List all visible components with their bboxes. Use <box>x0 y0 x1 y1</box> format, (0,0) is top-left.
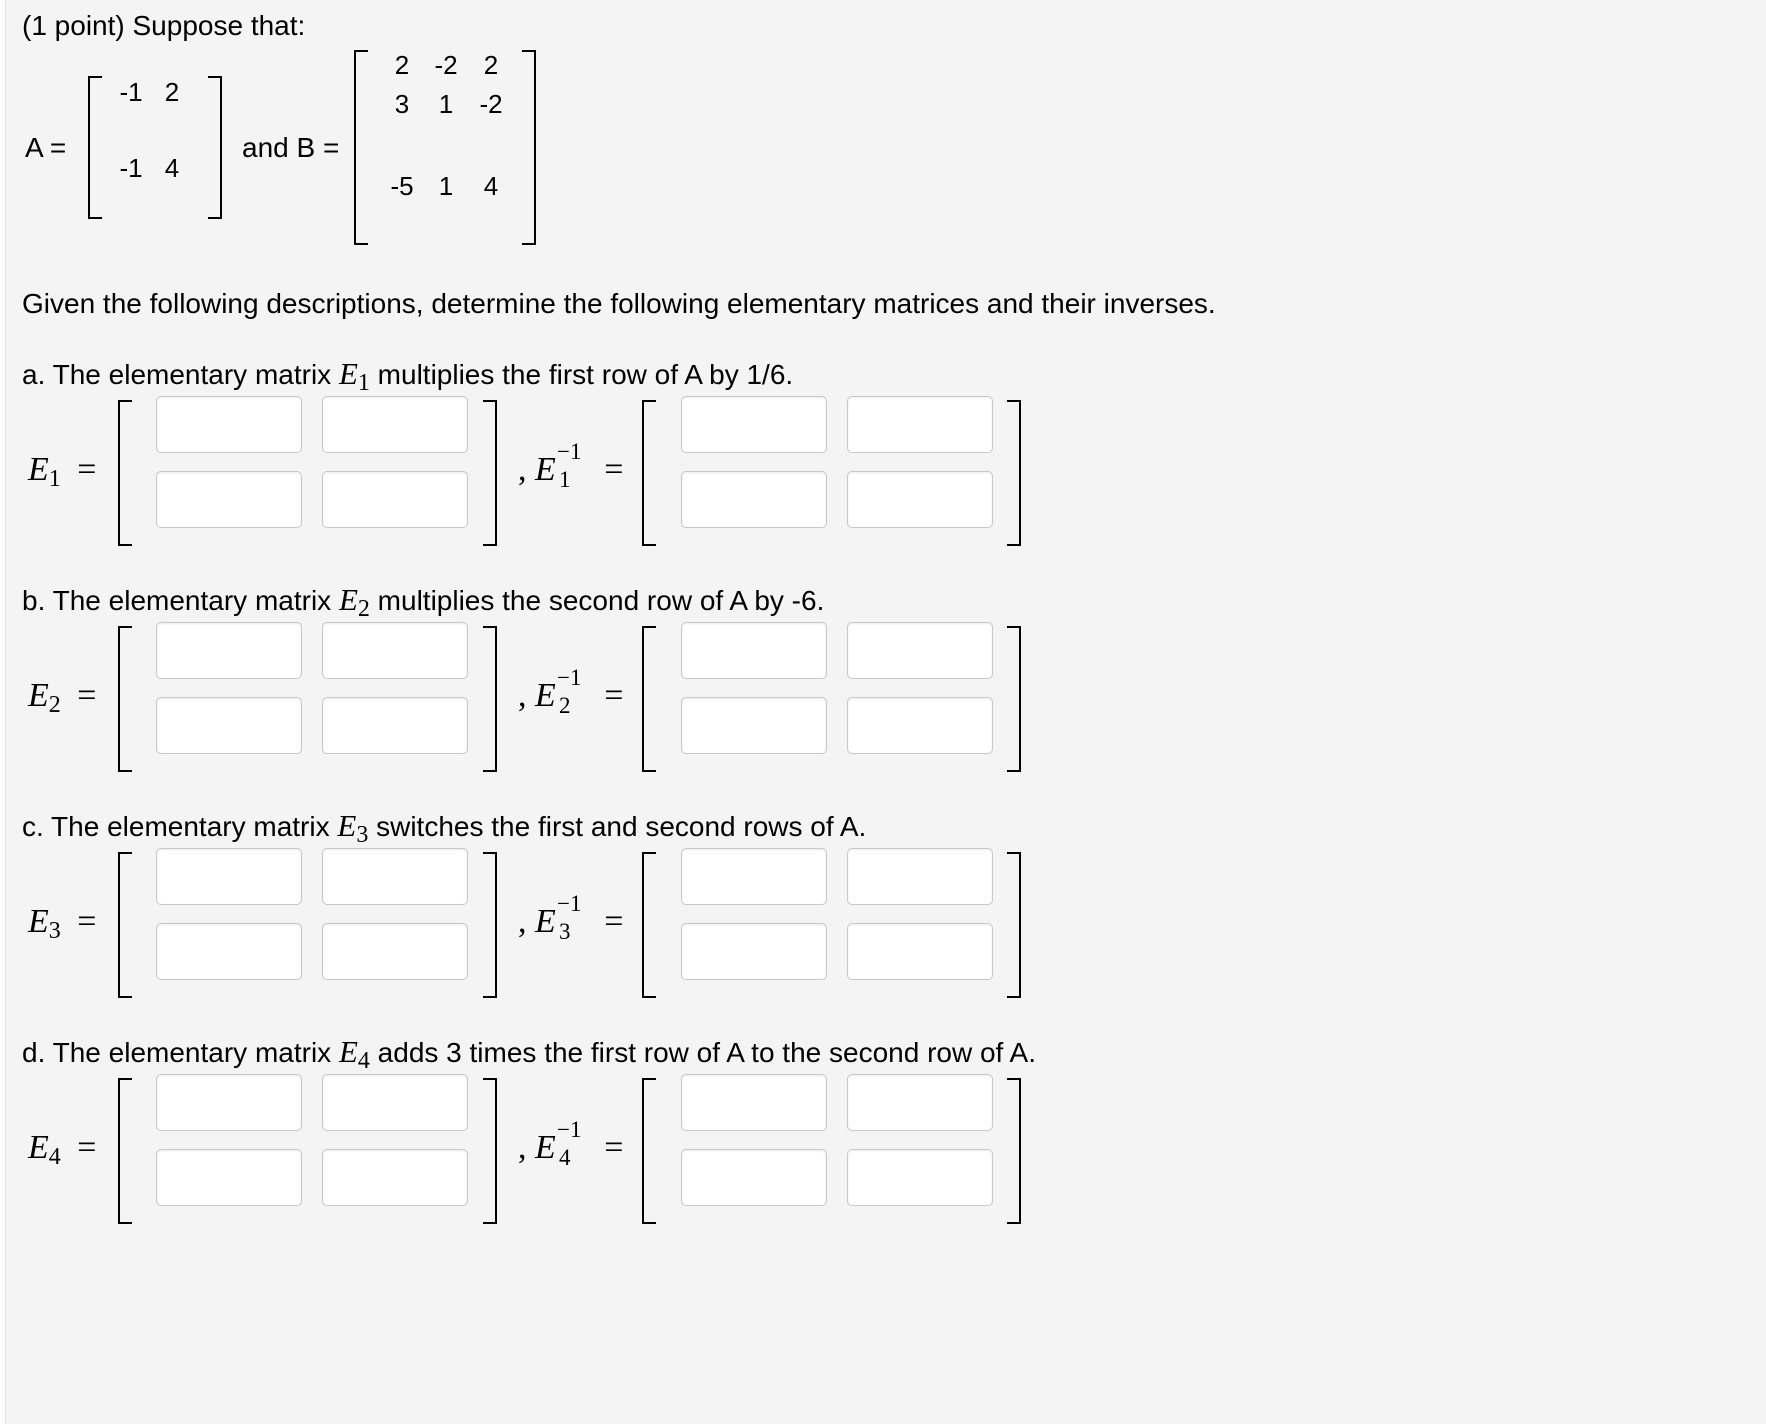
inverse-exponent: −1 <box>557 1117 582 1142</box>
inverse-symbol <box>535 665 582 718</box>
part-matrix-symbol <box>337 808 369 848</box>
matrix-left-bracket <box>118 400 132 546</box>
inverse-left-bracket <box>642 1078 656 1224</box>
symbol-index: 2 <box>48 692 61 718</box>
matrix-b-cell: 4 <box>483 171 499 201</box>
matrix-b-right-bracket <box>522 50 536 245</box>
e-entry-input[interactable] <box>156 396 302 453</box>
e-entry-input[interactable] <box>322 697 468 754</box>
matrix-a-cell: 4 <box>164 153 180 183</box>
part-suffix: multiplies the first row of A by 1/6. <box>377 359 794 390</box>
inverse-exponent: −1 <box>557 665 582 690</box>
e-inverse-entry-input[interactable] <box>681 1074 827 1131</box>
e-entry-input[interactable] <box>156 622 302 679</box>
equals-sign: = <box>77 451 97 488</box>
symbol: E <box>535 451 556 488</box>
e-inverse-entry-input[interactable] <box>681 622 827 679</box>
matrix-b-label: and B = <box>242 132 340 163</box>
matrix-b-cell: -2 <box>479 89 503 119</box>
inverse-symbol <box>535 1117 582 1170</box>
inverse-symbol <box>535 439 582 492</box>
matrix-a-left-bracket <box>88 76 102 219</box>
matrix-right-bracket <box>483 1078 497 1224</box>
equals-sign: = <box>77 677 97 714</box>
equals-sign: = <box>604 451 624 488</box>
e-entry-input[interactable] <box>156 1149 302 1206</box>
symbol: E <box>535 1129 556 1166</box>
matrix-right-bracket <box>483 400 497 546</box>
e-inverse-entry-input[interactable] <box>681 697 827 754</box>
symbol: E <box>28 451 49 488</box>
e-label <box>28 903 96 945</box>
e-entry-input[interactable] <box>156 471 302 528</box>
part-prefix: b. The elementary matrix <box>22 585 332 616</box>
symbol-index: 2 <box>559 693 571 718</box>
e-inverse-entry-input[interactable] <box>681 923 827 980</box>
part-suffix: adds 3 times the first row of A to the second row of A. <box>377 1037 1037 1068</box>
matrix-b-cell: -5 <box>390 171 414 201</box>
part-prefix: d. The elementary matrix <box>22 1037 332 1068</box>
part-matrix-symbol <box>338 356 370 396</box>
matrix-left-bracket <box>118 626 132 772</box>
matrix-a-cell: -1 <box>119 153 143 183</box>
matrix-a-cell: -1 <box>119 77 143 107</box>
symbol: E <box>338 356 358 391</box>
e-inverse-entry-input[interactable] <box>847 697 993 754</box>
matrix-right-bracket <box>483 852 497 998</box>
inverse-left-bracket <box>642 852 656 998</box>
comma: , <box>518 677 535 714</box>
inverse-symbol <box>535 891 582 944</box>
inverse-exponent: −1 <box>557 891 582 916</box>
equals-sign: = <box>604 1129 624 1166</box>
matrix-b-cell: 2 <box>394 50 410 80</box>
symbol-index: 1 <box>559 467 571 492</box>
e-inverse-entry-input[interactable] <box>847 622 993 679</box>
e-inverse-label <box>518 439 624 492</box>
symbol: E <box>28 677 49 714</box>
symbol-index: 2 <box>357 596 370 622</box>
e-inverse-entry-input[interactable] <box>847 471 993 528</box>
matrix-a-right-bracket <box>208 76 222 219</box>
e-inverse-label <box>518 891 624 944</box>
matrix-b-cell: 3 <box>394 89 410 119</box>
e-entry-input[interactable] <box>322 471 468 528</box>
symbol-index: 1 <box>48 466 61 492</box>
equals-sign: = <box>77 1129 97 1166</box>
e-inverse-entry-input[interactable] <box>681 471 827 528</box>
matrix-b-cell: -2 <box>434 50 458 80</box>
e-entry-input[interactable] <box>322 396 468 453</box>
symbol-index: 1 <box>357 370 370 396</box>
matrix-left-bracket <box>118 1078 132 1224</box>
equals-sign: = <box>604 677 624 714</box>
symbol: E <box>337 808 357 843</box>
problem-panel <box>5 0 1766 1424</box>
problem-header: (1 point) Suppose that: <box>22 10 306 41</box>
inverse-right-bracket <box>1007 626 1021 772</box>
inverse-right-bracket <box>1007 852 1021 998</box>
e-inverse-entry-input[interactable] <box>847 1074 993 1131</box>
matrix-right-bracket <box>483 626 497 772</box>
comma: , <box>518 903 535 940</box>
part-suffix: multiplies the second row of A by -6. <box>377 585 825 616</box>
e-entry-input[interactable] <box>322 622 468 679</box>
part-matrix-symbol <box>338 1034 370 1074</box>
instruction-text: Given the following descriptions, determine the following elementary matrices and their inverses. <box>22 288 1216 319</box>
e-entry-input[interactable] <box>322 1149 468 1206</box>
e-inverse-entry-input[interactable] <box>681 1149 827 1206</box>
part-prefix: c. The elementary matrix <box>22 811 330 842</box>
symbol-index: 3 <box>356 822 369 848</box>
inverse-left-bracket <box>642 400 656 546</box>
equals-sign: = <box>77 903 97 940</box>
symbol-index: 3 <box>48 918 61 944</box>
inverse-left-bracket <box>642 626 656 772</box>
symbol: E <box>338 582 358 617</box>
e-entry-input[interactable] <box>322 1074 468 1131</box>
e-inverse-entry-input[interactable] <box>847 396 993 453</box>
e-entry-input[interactable] <box>322 848 468 905</box>
symbol-index: 3 <box>559 919 571 944</box>
symbol-index: 4 <box>559 1145 571 1170</box>
matrix-left-bracket <box>118 852 132 998</box>
e-entry-input[interactable] <box>156 848 302 905</box>
e-label <box>28 451 96 493</box>
symbol-index: 4 <box>357 1048 370 1074</box>
symbol-index: 4 <box>48 1144 61 1170</box>
e-inverse-label <box>518 665 624 718</box>
e-inverse-label <box>518 1117 624 1170</box>
part-description <box>22 358 793 399</box>
symbol: E <box>535 903 556 940</box>
part-description <box>22 810 866 851</box>
matrix-b-cell: 2 <box>483 50 499 80</box>
e-inverse-entry-input[interactable] <box>847 923 993 980</box>
e-entry-input[interactable] <box>322 923 468 980</box>
e-inverse-entry-input[interactable] <box>681 848 827 905</box>
e-label <box>28 677 96 719</box>
part-description <box>22 584 824 625</box>
inverse-exponent: −1 <box>557 439 582 464</box>
matrix-b-cell: 1 <box>438 171 454 201</box>
part-prefix: a. The elementary matrix <box>22 359 332 390</box>
matrix-a-label: A = <box>25 132 67 163</box>
matrix-b-left-bracket <box>354 50 368 245</box>
matrix-b-cell: 1 <box>438 89 454 119</box>
e-inverse-entry-input[interactable] <box>847 848 993 905</box>
matrix-a-cell: 2 <box>164 77 180 107</box>
symbol: E <box>535 677 556 714</box>
part-suffix: switches the first and second rows of A. <box>376 811 867 842</box>
comma: , <box>518 451 535 488</box>
comma: , <box>518 1129 535 1166</box>
e-entry-input[interactable] <box>156 1074 302 1131</box>
e-entry-input[interactable] <box>156 697 302 754</box>
e-entry-input[interactable] <box>156 923 302 980</box>
symbol: E <box>338 1034 358 1069</box>
part-description <box>22 1036 1036 1077</box>
symbol: E <box>28 1129 49 1166</box>
e-label <box>28 1129 96 1171</box>
symbol: E <box>28 903 49 940</box>
equals-sign: = <box>604 903 624 940</box>
inverse-right-bracket <box>1007 400 1021 546</box>
inverse-right-bracket <box>1007 1078 1021 1224</box>
part-matrix-symbol <box>338 582 370 622</box>
e-inverse-entry-input[interactable] <box>847 1149 993 1206</box>
e-inverse-entry-input[interactable] <box>681 396 827 453</box>
